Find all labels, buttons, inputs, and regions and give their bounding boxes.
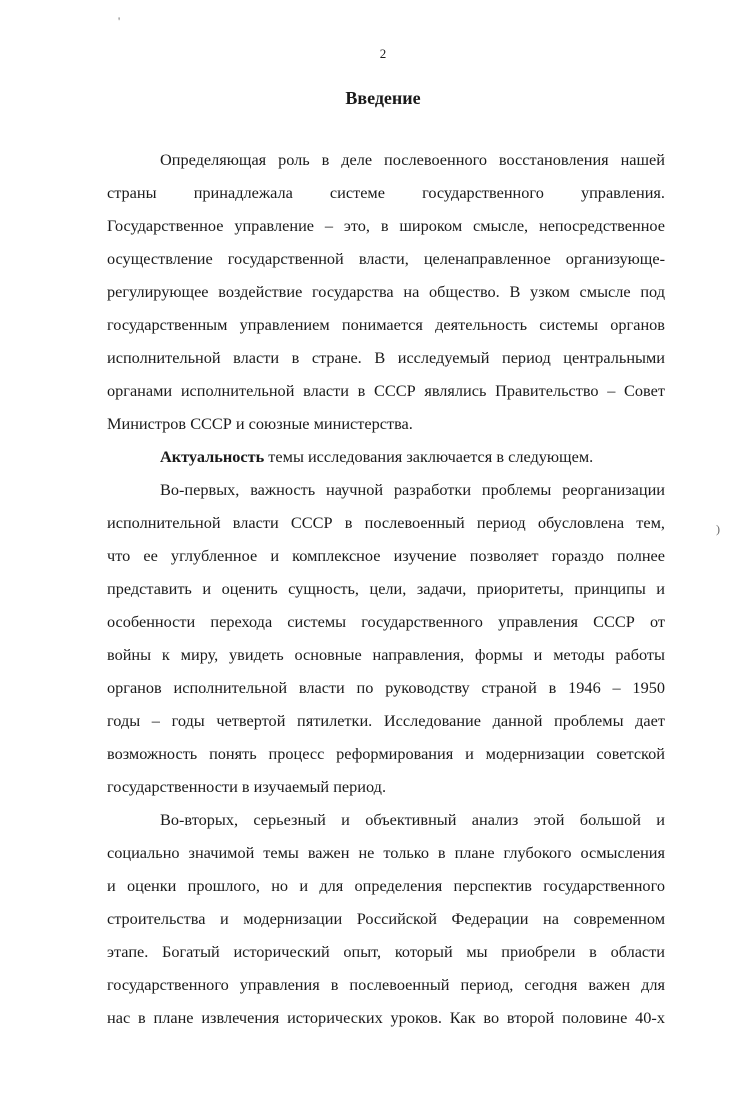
section-title: Введение	[345, 88, 421, 108]
line-text: Министров СССР и союзные министерства.	[107, 414, 413, 433]
text-line	[107, 181, 665, 214]
line-text: и оценки прошлого, но и для определения перспектив государственного	[107, 876, 665, 895]
line-text: строительства и модернизации Российской Федерации на современном	[107, 909, 665, 928]
line-text: государственным управлением понимается деятельность системы органов	[107, 315, 665, 334]
text-line	[107, 874, 665, 907]
text-line	[107, 742, 665, 775]
text-line	[107, 775, 665, 808]
text-line	[107, 511, 665, 544]
line-text: Государственное управление – это, в широком смысле, непосредственное	[107, 216, 665, 235]
text-line	[107, 544, 665, 577]
line-text: особенности перехода системы государственного управления СССР от	[107, 612, 665, 631]
text-line	[107, 577, 665, 610]
text-line	[107, 940, 665, 973]
text-line	[107, 478, 665, 511]
line-text: представить и оценить сущность, цели, задачи, приоритеты, принципы и	[107, 579, 665, 598]
text-line	[107, 676, 665, 709]
scan-mark: )	[716, 522, 720, 536]
text-line	[107, 214, 665, 247]
text-line	[107, 1006, 665, 1039]
text-line	[107, 313, 665, 346]
text-line	[107, 709, 665, 742]
line-text: войны к миру, увидеть основные направления, формы и методы работы	[107, 645, 665, 664]
line-text: годы – годы четвертой пятилетки. Исследование данной проблемы дает	[107, 711, 665, 730]
bold-term: Актуальность	[160, 447, 265, 466]
line-text: Во-первых, важность научной разработки проблемы реорганизации	[160, 480, 665, 499]
text-line	[107, 412, 665, 445]
line-text: этапе. Богатый исторический опыт, который мы приобрели в области	[107, 942, 665, 961]
text-line	[107, 346, 665, 379]
line-text: органами исполнительной власти в СССР являлись Правительство – Совет	[107, 381, 665, 400]
line-text: возможность понять процесс реформирования и модернизации советской	[107, 744, 665, 763]
text-line	[107, 643, 665, 676]
line-text: Во-вторых, серьезный и объективный анализ этой большой и	[160, 810, 665, 829]
line-text: государственного управления в послевоенный период, сегодня важен для	[107, 975, 665, 994]
text-line	[107, 247, 665, 280]
text-line	[107, 610, 665, 643]
text-line	[107, 808, 665, 841]
page-number: 2	[379, 46, 387, 61]
line-text: исполнительной власти СССР в послевоенный период обусловлена тем,	[107, 513, 665, 532]
line-text: социально значимой темы важен не только в плане глубокого осмысления	[107, 843, 665, 862]
line-text: исполнительной власти в стране. В исследуемый период центральными	[107, 348, 665, 367]
text-line	[107, 973, 665, 1006]
text-line	[107, 379, 665, 412]
line-text: Определяющая роль в деле послевоенного восстановления нашей	[160, 150, 665, 169]
text-line	[107, 841, 665, 874]
line-text: органов исполнительной власти по руководству страной в 1946 – 1950	[107, 678, 665, 697]
scan-speck: '	[118, 14, 121, 28]
line-text: страны принадлежала системе государственного управления.	[107, 183, 665, 202]
line-text: что ее углубленное и комплексное изучение позволяет гораздо полнее	[107, 546, 665, 565]
line-text: регулирующее воздействие государства на общество. В узком смысле под	[107, 282, 665, 301]
text-line	[107, 280, 665, 313]
line-text: государственности в изучаемый период.	[107, 777, 387, 796]
line-text: темы исследования заключается в следующем.	[264, 447, 594, 466]
line-text: осуществление государственной власти, целенаправленное организующе-	[107, 249, 665, 268]
text-line	[107, 148, 665, 181]
line-text: нас в плане извлечения исторических уроков. Как во второй половине 40-х	[107, 1008, 665, 1027]
text-line	[107, 907, 665, 940]
text-line	[107, 445, 665, 478]
document-body	[107, 148, 665, 1039]
